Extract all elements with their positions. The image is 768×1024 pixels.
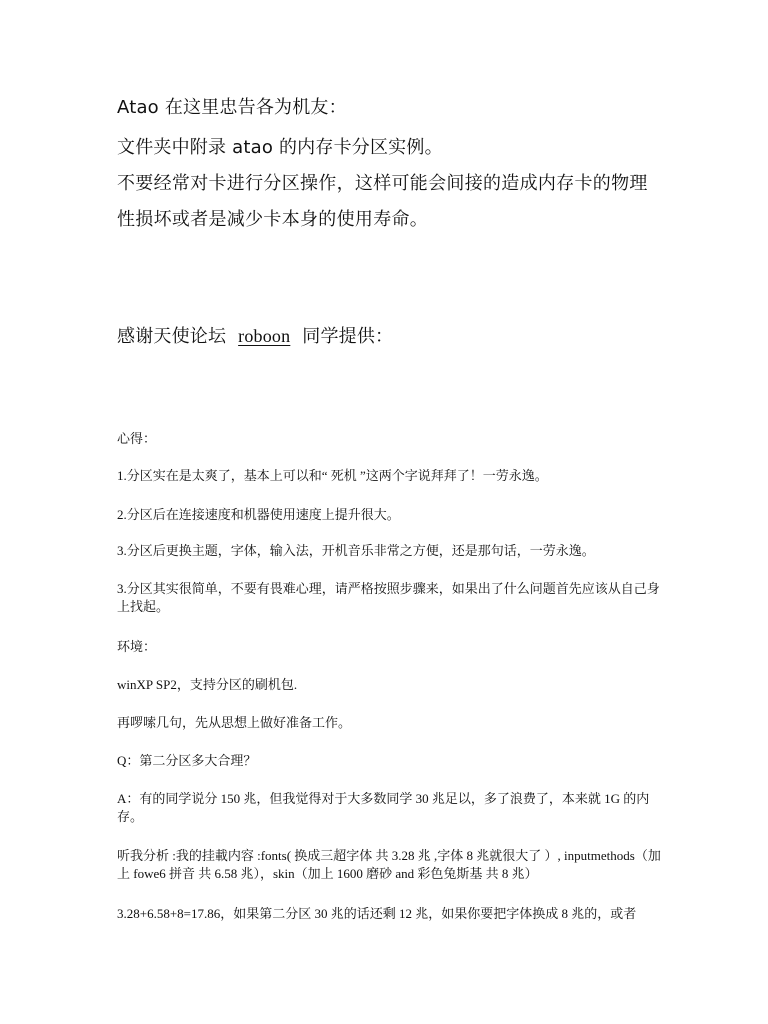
thanks-prefix: 感谢天使论坛 [117,326,227,347]
answer-text: A：有的同学说分 150 兆，但我觉得对于大多数同学 30 兆足以，多了浪费了，本来就 1G 的内存。 [117,791,650,824]
experience-item-4: 3.分区其实很简单，不要有畏难心理，请严格按照步骤来，如果出了什么问题首先应该从自己身上找起。 [117,581,660,614]
preparation-note: 再啰嗦几句，先从思想上做好准备工作。 [117,715,352,730]
thanks-user-link[interactable]: roboon [238,326,291,346]
calculation-text: 3.28+6.58+8=17.86，如果第二分区 30 兆的话还剩 12 兆，如果你要把字体换成 8 兆的，或者 [117,906,637,921]
thanks-line [117,324,677,349]
thanks-suffix: 同学提供： [302,326,394,347]
environment-item-1: winXP SP2，支持分区的刷机包. [117,677,298,692]
heading-environment: 环境： [117,639,157,654]
experience-item-3: 3.分区后更换主题，字体，输入法，开机音乐非常之方便，还是那句话，一劳永逸。 [117,543,595,558]
intro-line-attachment: 文件夹中附录 atao 的内存卡分区实例。 [117,137,443,158]
question-text: Q：第二分区多大合理？ [117,753,257,768]
intro-line-caution: 不要经常对卡进行分区操作，这样可能会间接的造成内存卡的物理性损坏或者是减少卡本身的使用寿命。 [117,173,648,230]
experience-item-2: 2.分区后在连接速度和机器使用速度上提升很大。 [117,507,400,522]
experience-item-1: 1.分区实在是太爽了，基本上可以和“ 死机 ”这两个字说拜拜了！一劳永逸。 [117,468,548,483]
heading-experience: 心得： [117,431,157,446]
intro-line-warning: Atao 在这里忠告各为机友： [117,97,347,118]
analysis-text: 听我分析 :我的挂載内容 :fonts( 换成三超字体 共 3.28 兆 ,字体 8 兆就很大了 ）, inputmethods（加上 fowe6 拼音 共 6.58 兆），skin（加上 1600 磨砂 and 彩色兔斯基 共 8 兆） [117,848,661,881]
